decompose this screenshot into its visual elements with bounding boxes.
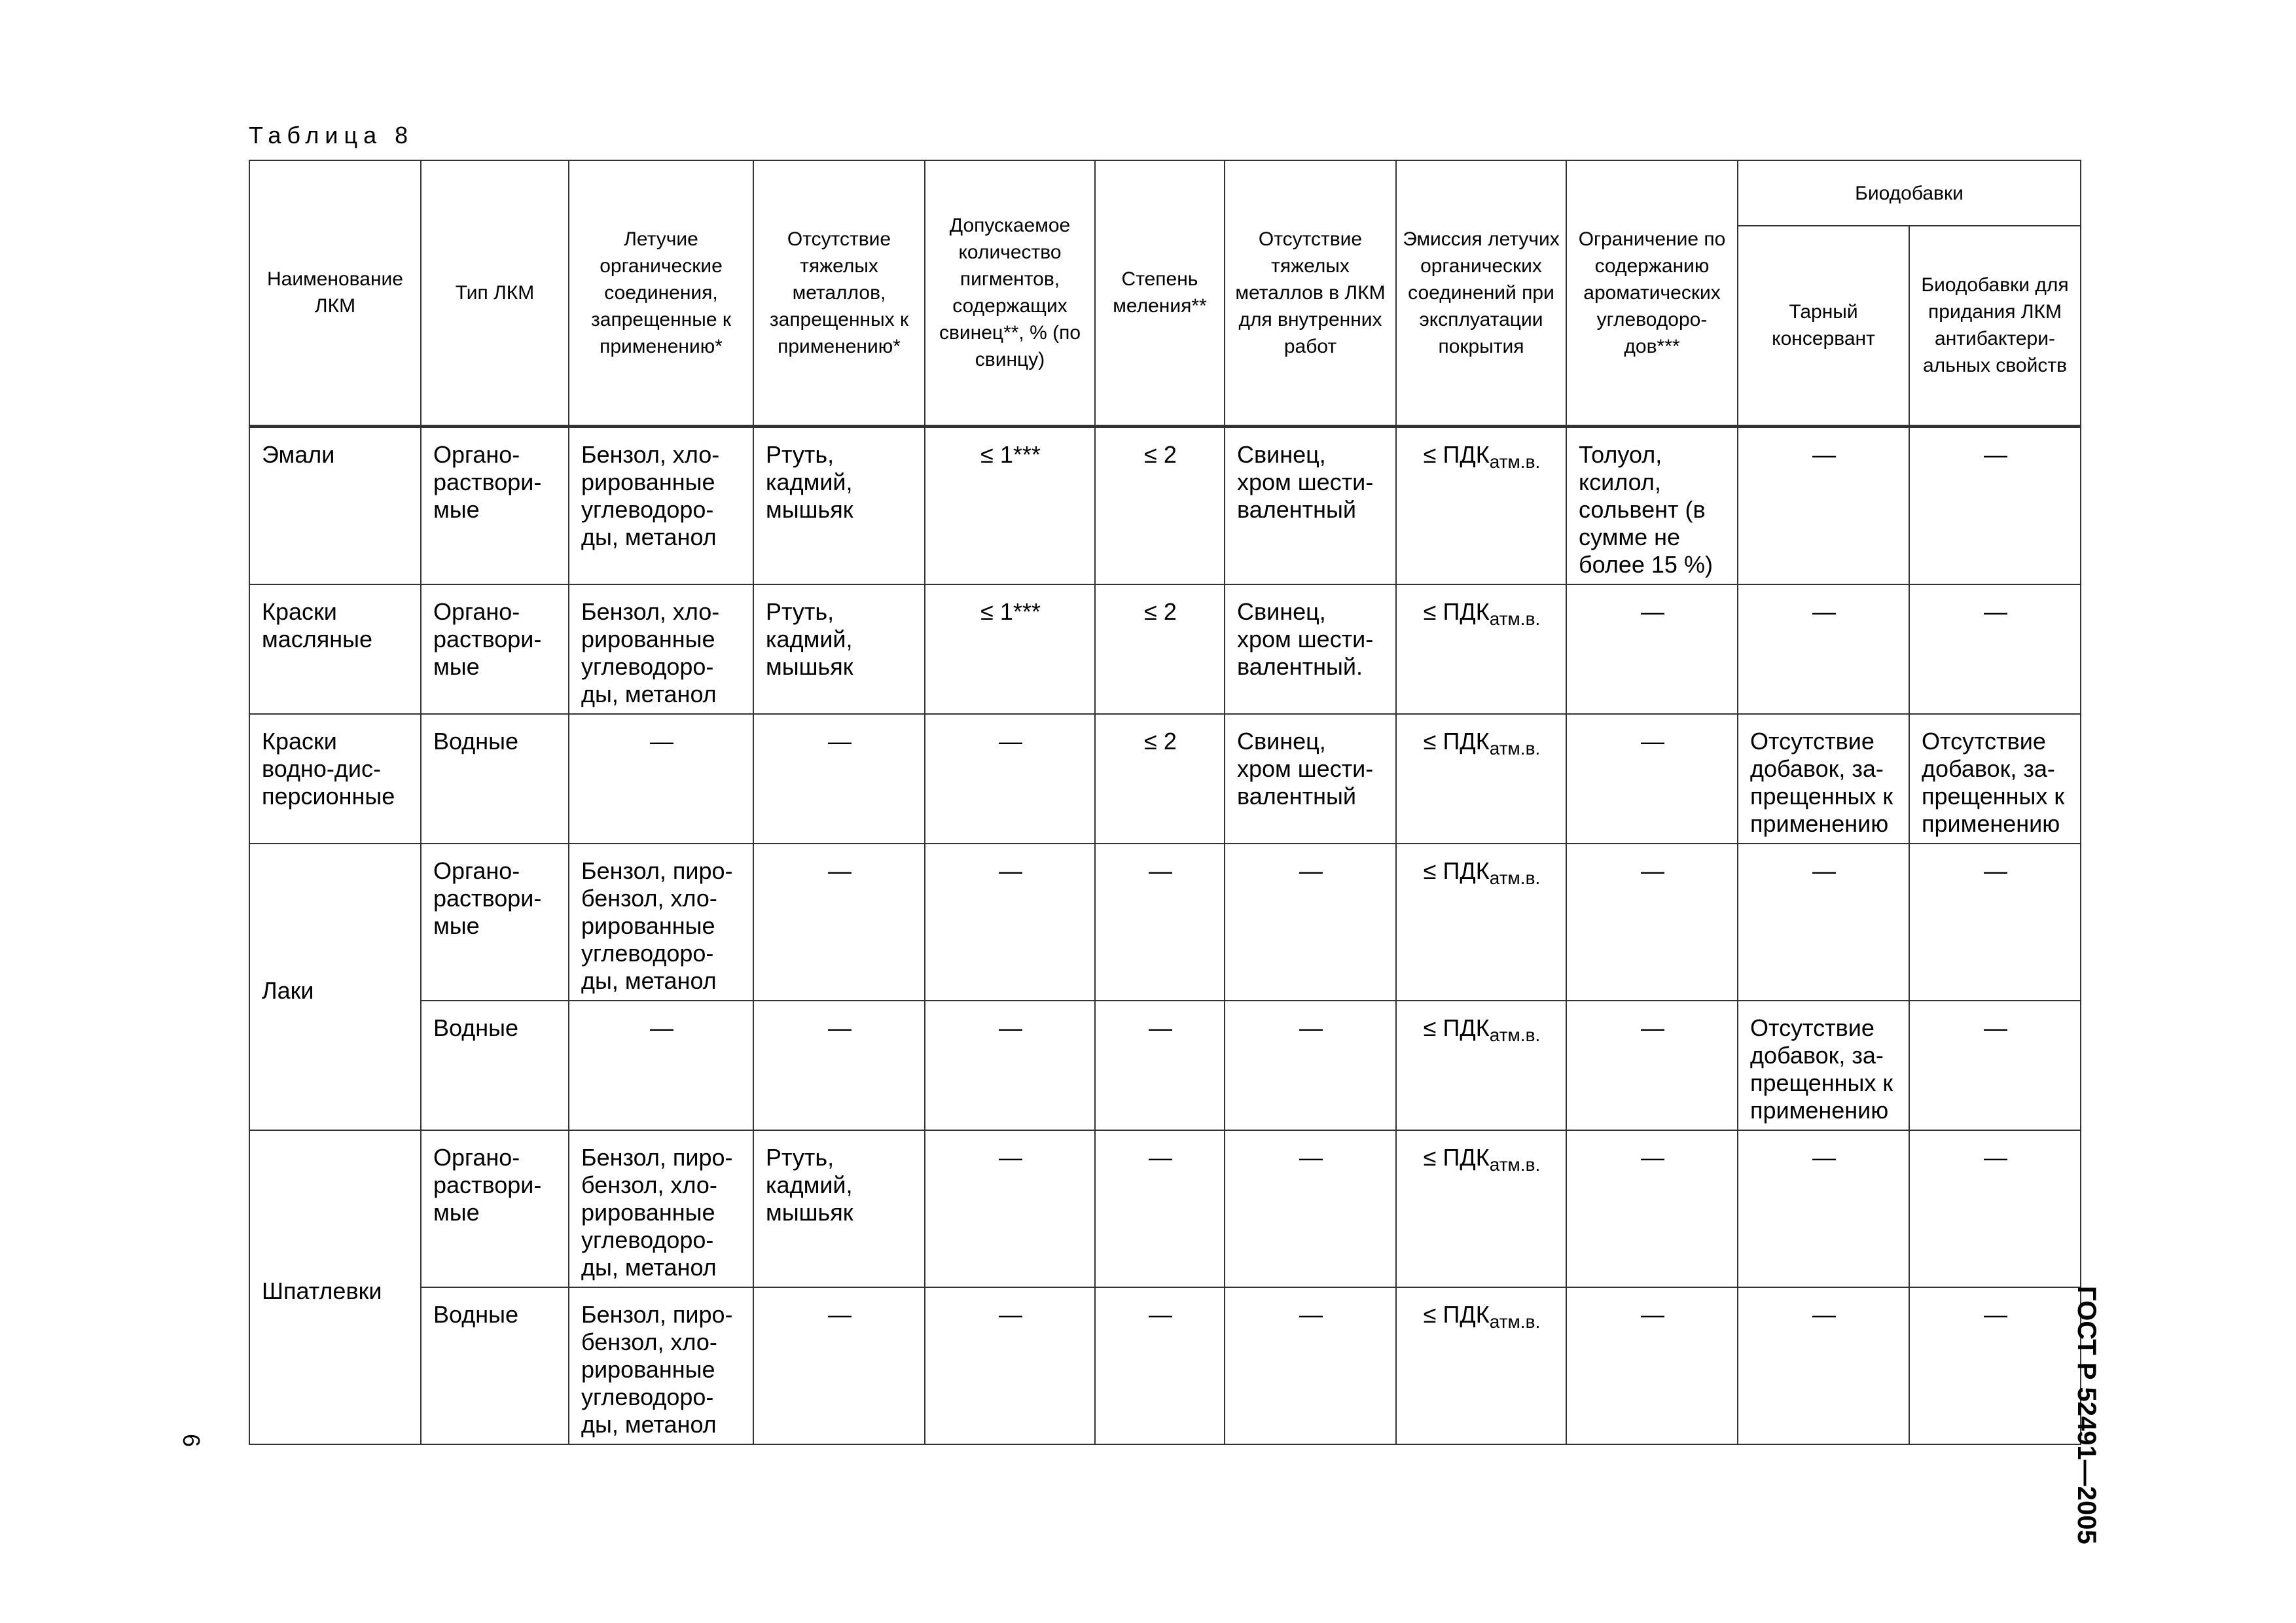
pdk-label: ≤ ПДК bbox=[1423, 597, 1490, 625]
header-type: Тип ЛКМ bbox=[421, 160, 569, 426]
cell-emission bbox=[1396, 584, 1566, 714]
cell-indoor-metals: Свинец, хром шести-валентный. bbox=[1225, 584, 1396, 714]
pdk-label: ≤ ПДК bbox=[1423, 857, 1490, 884]
cell-bio-antibacterial: — bbox=[1909, 426, 2081, 584]
cell-aromatics: — bbox=[1566, 844, 1738, 1001]
table-row bbox=[249, 584, 2081, 714]
cell-chalking: ≤ 2 bbox=[1095, 584, 1225, 714]
cell-bio-antibacterial: — bbox=[1909, 1130, 2081, 1287]
pdk-subscript: атм.в. bbox=[1489, 1311, 1541, 1332]
cell-aromatics: — bbox=[1566, 1287, 1738, 1444]
header-heavy-metals: Отсутствие тяжелых металлов, запрещенных к применению* bbox=[753, 160, 925, 426]
cell-volatile: Бензол, пиро-бензол, хло-рированные углеводоро-ды, метанол bbox=[569, 1287, 753, 1444]
cell-name: Лаки bbox=[249, 844, 421, 1130]
cell-volatile: Бензол, пиро-бензол, хло-рированные углеводоро-ды, метанол bbox=[569, 844, 753, 1001]
cell-emission bbox=[1396, 426, 1566, 584]
cell-name: Краски масляные bbox=[249, 584, 421, 714]
pdk-subscript: атм.в. bbox=[1489, 451, 1541, 472]
cell-heavy-metals: Ртуть, кадмий, мышьяк bbox=[753, 1130, 925, 1287]
pdk-subscript: атм.в. bbox=[1489, 867, 1541, 888]
cell-aromatics: — bbox=[1566, 1130, 1738, 1287]
cell-aromatics: — bbox=[1566, 714, 1738, 844]
cell-type: Органо-раствори-мые bbox=[421, 426, 569, 584]
cell-heavy-metals: — bbox=[753, 714, 925, 844]
requirements-table bbox=[249, 160, 2081, 1445]
cell-volatile: — bbox=[569, 714, 753, 844]
cell-lead-pigments: ≤ 1*** bbox=[925, 426, 1095, 584]
cell-indoor-metals: — bbox=[1225, 844, 1396, 1001]
cell-chalking: — bbox=[1095, 844, 1225, 1001]
cell-lead-pigments: — bbox=[925, 1287, 1095, 1444]
cell-emission bbox=[1396, 1130, 1566, 1287]
page-number: 6 bbox=[178, 1433, 206, 1448]
cell-volatile: Бензол, хло-рированные углеводоро-ды, метанол bbox=[569, 584, 753, 714]
cell-heavy-metals: — bbox=[753, 1287, 925, 1444]
cell-emission bbox=[1396, 1287, 1566, 1444]
header-bio-container: Тарный консервант bbox=[1738, 226, 1909, 426]
cell-type: Органо-раствори-мые bbox=[421, 584, 569, 714]
cell-heavy-metals: — bbox=[753, 1001, 925, 1130]
cell-bio-container: — bbox=[1738, 1287, 1909, 1444]
pdk-label: ≤ ПДК bbox=[1423, 440, 1490, 468]
cell-bio-antibacterial: Отсутствие добавок, за-прещенных к применению bbox=[1909, 714, 2081, 844]
header-emission: Эмиссия летучих органических соединений при эксплуатации покрытия bbox=[1396, 160, 1566, 426]
standard-designation: ГОСТ Р 52491—2005 bbox=[2072, 1286, 2101, 1544]
cell-volatile: Бензол, пиро-бензол, хло-рированные углеводоро-ды, метанол bbox=[569, 1130, 753, 1287]
cell-emission bbox=[1396, 1001, 1566, 1130]
header-bio-antibacterial: Биодобавки для придания ЛКМ антибактери-альных свойств bbox=[1909, 226, 2081, 426]
pdk-label: ≤ ПДК bbox=[1423, 1300, 1490, 1328]
cell-lead-pigments: — bbox=[925, 1130, 1095, 1287]
cell-chalking: — bbox=[1095, 1001, 1225, 1130]
cell-volatile: — bbox=[569, 1001, 753, 1130]
cell-heavy-metals: Ртуть, кадмий, мышьяк bbox=[753, 584, 925, 714]
pdk-label: ≤ ПДК bbox=[1423, 1014, 1490, 1041]
cell-bio-antibacterial: — bbox=[1909, 1001, 2081, 1130]
cell-chalking: — bbox=[1095, 1130, 1225, 1287]
cell-volatile: Бензол, хло-рированные углеводоро-ды, метанол bbox=[569, 426, 753, 584]
header-volatile: Летучие органические соединения, запрещенные к применению* bbox=[569, 160, 753, 426]
cell-emission bbox=[1396, 844, 1566, 1001]
cell-indoor-metals: Свинец, хром шести-валентный bbox=[1225, 426, 1396, 584]
cell-heavy-metals: Ртуть, кадмий, мышьяк bbox=[753, 426, 925, 584]
cell-type: Водные bbox=[421, 1001, 569, 1130]
cell-aromatics: — bbox=[1566, 1001, 1738, 1130]
pdk-label: ≤ ПДК bbox=[1423, 1143, 1490, 1171]
header-aromatics: Ограничение по содержанию ароматических углеводоро-дов*** bbox=[1566, 160, 1738, 426]
pdk-subscript: атм.в. bbox=[1489, 1154, 1541, 1175]
cell-heavy-metals: — bbox=[753, 844, 925, 1001]
pdk-subscript: атм.в. bbox=[1489, 738, 1541, 758]
table-row bbox=[249, 1001, 2081, 1130]
pdk-subscript: атм.в. bbox=[1489, 608, 1541, 629]
cell-lead-pigments: — bbox=[925, 844, 1095, 1001]
cell-indoor-metals: — bbox=[1225, 1287, 1396, 1444]
table-row bbox=[249, 844, 2081, 1001]
table-caption: Таблица 8 bbox=[249, 122, 414, 149]
cell-emission bbox=[1396, 714, 1566, 844]
cell-type: Органо-раствори-мые bbox=[421, 844, 569, 1001]
table-row bbox=[249, 1130, 2081, 1287]
header-lead-pigments: Допускаемое количество пигментов, содержащих свинец**, % (по свинцу) bbox=[925, 160, 1095, 426]
table-row bbox=[249, 714, 2081, 844]
header-chalking: Степень меления** bbox=[1095, 160, 1225, 426]
table-header bbox=[249, 160, 2081, 426]
cell-bio-container: — bbox=[1738, 844, 1909, 1001]
cell-indoor-metals: Свинец, хром шести-валентный bbox=[1225, 714, 1396, 844]
cell-indoor-metals: — bbox=[1225, 1130, 1396, 1287]
cell-bio-container: Отсутствие добавок, за-прещенных к применению bbox=[1738, 1001, 1909, 1130]
pdk-subscript: атм.в. bbox=[1489, 1024, 1541, 1045]
table-row bbox=[249, 1287, 2081, 1444]
cell-chalking: ≤ 2 bbox=[1095, 714, 1225, 844]
cell-bio-antibacterial: — bbox=[1909, 1287, 2081, 1444]
cell-type: Органо-раствори-мые bbox=[421, 1130, 569, 1287]
cell-bio-container: Отсутствие добавок, за-прещенных к применению bbox=[1738, 714, 1909, 844]
cell-bio-antibacterial: — bbox=[1909, 584, 2081, 714]
cell-chalking: — bbox=[1095, 1287, 1225, 1444]
table-row bbox=[249, 426, 2081, 584]
cell-name: Шпатлевки bbox=[249, 1130, 421, 1444]
cell-type: Водные bbox=[421, 714, 569, 844]
cell-name: Эмали bbox=[249, 426, 421, 584]
cell-type: Водные bbox=[421, 1287, 569, 1444]
cell-aromatics: — bbox=[1566, 584, 1738, 714]
cell-aromatics: Толуол, ксилол, сольвент (в сумме не более 15 %) bbox=[1566, 426, 1738, 584]
header-name: Наименование ЛКМ bbox=[249, 160, 421, 426]
cell-bio-container: — bbox=[1738, 1130, 1909, 1287]
header-indoor-metals: Отсутствие тяжелых металлов в ЛКМ для внутренних работ bbox=[1225, 160, 1396, 426]
cell-indoor-metals: — bbox=[1225, 1001, 1396, 1130]
cell-chalking: ≤ 2 bbox=[1095, 426, 1225, 584]
cell-bio-container: — bbox=[1738, 584, 1909, 714]
cell-bio-antibacterial: — bbox=[1909, 844, 2081, 1001]
cell-lead-pigments: — bbox=[925, 1001, 1095, 1130]
header-bio: Биодобавки bbox=[1738, 160, 2081, 226]
pdk-label: ≤ ПДК bbox=[1423, 727, 1490, 755]
cell-name: Краски водно-дис-персионные bbox=[249, 714, 421, 844]
cell-lead-pigments: ≤ 1*** bbox=[925, 584, 1095, 714]
cell-lead-pigments: — bbox=[925, 714, 1095, 844]
cell-bio-container: — bbox=[1738, 426, 1909, 584]
